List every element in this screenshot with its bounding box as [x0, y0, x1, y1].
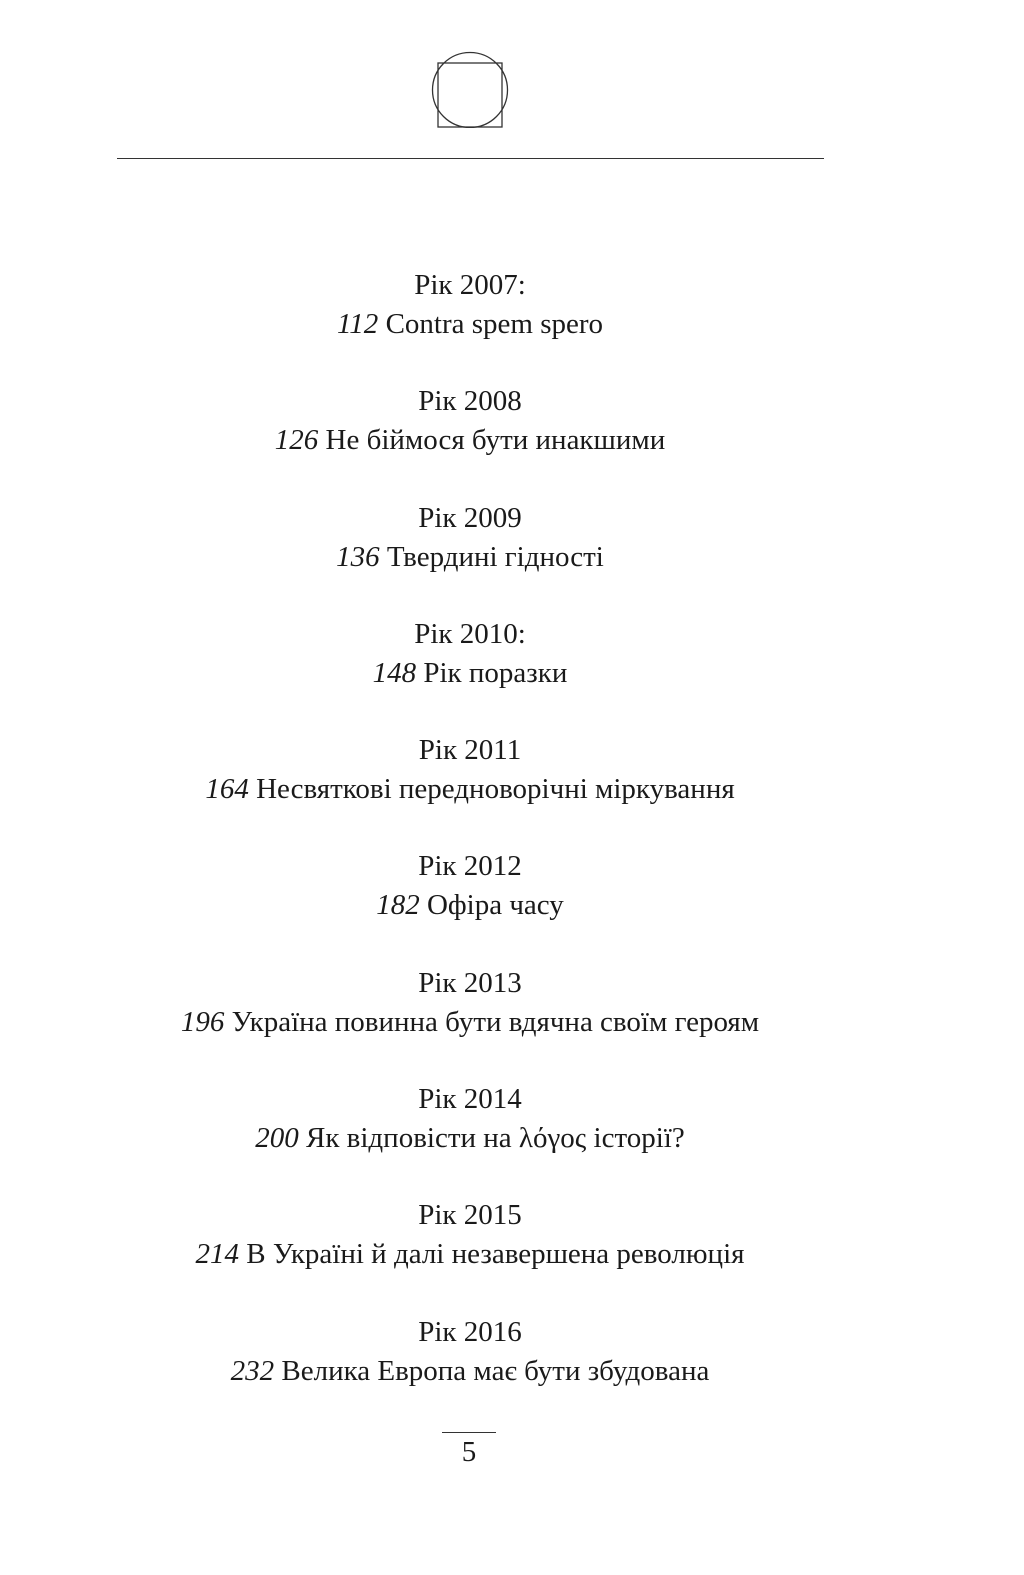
toc-entry — [0, 615, 940, 731]
circle-square-emblem-icon — [431, 48, 511, 128]
toc-line[interactable] — [0, 1235, 940, 1274]
toc-line[interactable] — [0, 538, 940, 577]
toc-year: Рік 2008 — [418, 385, 522, 418]
toc-title: Не біймося бути инакшими — [325, 424, 666, 457]
toc-year: Рік 2011 — [418, 734, 522, 767]
toc-page-number: 200 — [255, 1122, 299, 1155]
toc-line[interactable] — [0, 1352, 940, 1391]
toc-title: Україна повинна бути вдячна своїм героям — [231, 1005, 760, 1038]
toc-year: Рік 2016 — [418, 1315, 522, 1348]
toc-page-number: 182 — [376, 889, 420, 922]
toc-entry — [0, 499, 940, 615]
toc-entry — [0, 847, 940, 963]
toc-year: Рік 2010: — [414, 617, 526, 650]
toc-page-number: 148 — [372, 656, 417, 689]
header-rule — [117, 158, 824, 159]
toc-entry — [0, 1196, 940, 1312]
toc-title: Офіра часу — [426, 889, 564, 922]
toc-title: Твердині гідності — [386, 540, 604, 573]
toc-title: Несвяткові передноворічні міркування — [256, 773, 735, 806]
toc-line[interactable] — [0, 1003, 940, 1042]
toc-page-number: 232 — [230, 1354, 275, 1387]
page-number: 5 — [442, 1432, 496, 1471]
toc-entry — [0, 964, 940, 1080]
toc-year: Рік 2007: — [414, 269, 526, 301]
toc-entry — [0, 266, 940, 382]
toc-entry — [0, 1080, 940, 1196]
toc-line[interactable] — [0, 886, 940, 925]
toc-year: Рік 2014 — [418, 1083, 522, 1116]
toc-title: Велика Европа має бути збудована — [281, 1354, 710, 1387]
toc-title: В Україні й далі незавершена революція — [246, 1238, 745, 1271]
table-of-contents — [0, 266, 940, 1429]
toc-entry — [0, 731, 940, 847]
toc-page-number: 112 — [336, 308, 379, 340]
toc-year: Рік 2013 — [418, 966, 522, 999]
toc-line[interactable] — [0, 770, 940, 809]
toc-page-number: 164 — [205, 773, 249, 806]
toc-page-number: 126 — [274, 424, 319, 457]
toc-year: Рік 2012 — [418, 850, 522, 883]
toc-page-number: 214 — [195, 1238, 240, 1271]
toc-year: Рік 2015 — [418, 1199, 522, 1232]
toc-title: Як відповісти на λόγος історії? — [306, 1122, 685, 1155]
toc-page-number: 196 — [180, 1005, 225, 1038]
toc-title: Contra spem spero — [385, 308, 604, 340]
toc-line[interactable] — [0, 305, 940, 344]
toc-title: Рік поразки — [423, 656, 568, 689]
toc-page-number: 136 — [336, 540, 380, 573]
toc-year: Рік 2009 — [418, 501, 522, 534]
toc-line[interactable] — [0, 654, 940, 693]
toc-entry — [0, 382, 940, 498]
toc-line[interactable] — [0, 421, 940, 460]
toc-line[interactable] — [0, 1119, 940, 1158]
toc-entry — [0, 1313, 940, 1429]
